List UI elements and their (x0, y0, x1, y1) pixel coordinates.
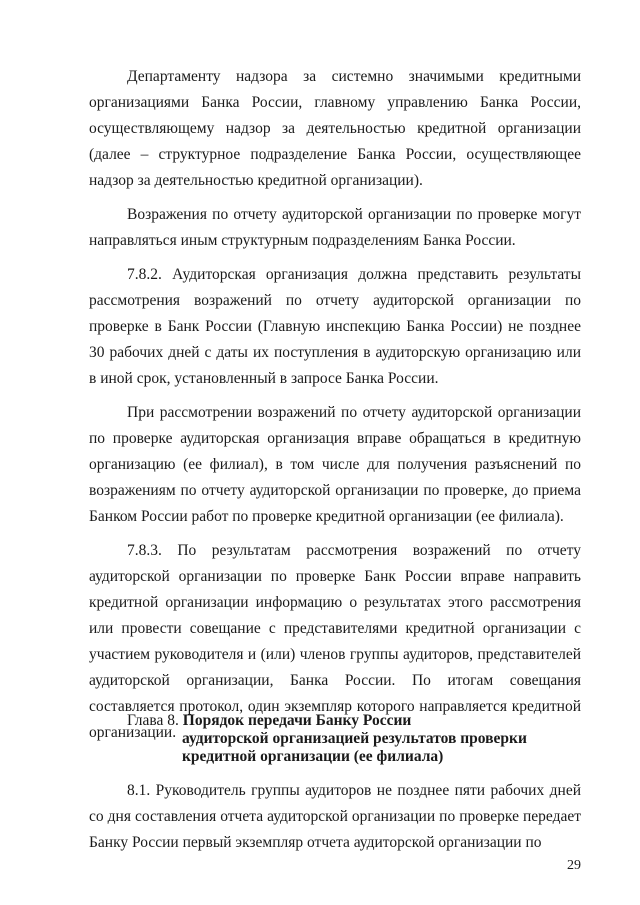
chapter-prefix: Глава 8. (127, 712, 179, 729)
chapter-heading (127, 712, 587, 766)
paragraph-8-1: 8.1. Руководитель группы аудиторов не позднее пяти рабочих дней со дня составления отчета аудиторской организации по проверке передает Банку России первый экземпляр отчета аудиторской организации по (89, 782, 581, 851)
body-text (89, 64, 581, 746)
paragraph-7-8-2: 7.8.2. Аудиторская организация должна представить результаты рассмотрения возражений по отчету аудиторской организации по проверке в Банк России (Главную инспекцию Банка России) не позднее 30 рабочих дней с даты их поступления в аудиторскую организацию или в иной срок, установленный в запросе Банка России. (89, 266, 581, 387)
page-number: 29 (567, 858, 581, 873)
chapter-title-line-1: Порядок передачи Банку России (182, 712, 412, 729)
section-text (89, 778, 581, 856)
paragraph-7-8-3: 7.8.3. По результатам рассмотрения возражений по отчету аудиторской организации по проверке Банк России вправе направить кредитной организации информацию о результатах этого рассмотрения или провести совещание с представителями кредитной организации с участием руководителя и (или) членов группы аудиторов, представителей аудиторской организации, Банка России. По итогам совещания составляется протокол, один экземпляр которого направляется кредитной организации. (89, 542, 581, 741)
chapter-title-line-2: аудиторской организацией результатов проверки (182, 730, 527, 747)
paragraph-continuation: Департаменту надзора за системно значимыми кредитными организациями Банка России, главному управлению Банка России, осуществляющему надзор за деятельностью кредитной организации (далее – структурное подразделение Банка России, осуществляющее надзор за деятельностью кредитной организации). (89, 68, 581, 189)
chapter-title-line-3: кредитной организации (ее филиала) (182, 748, 444, 765)
paragraph-objections: Возражения по отчету аудиторской организации по проверке могут направляться иным структурным подразделениям Банка России. (89, 206, 581, 249)
paragraph-review-objections: При рассмотрении возражений по отчету аудиторской организации по проверке аудиторская организация вправе обращаться в кредитную организацию (ее филиал), в том числе для получения разъяснений по возражениям по отчету аудиторской организации по проверке, до приема Банком России работ по проверке кредитной организации (ее филиала). (89, 404, 581, 525)
